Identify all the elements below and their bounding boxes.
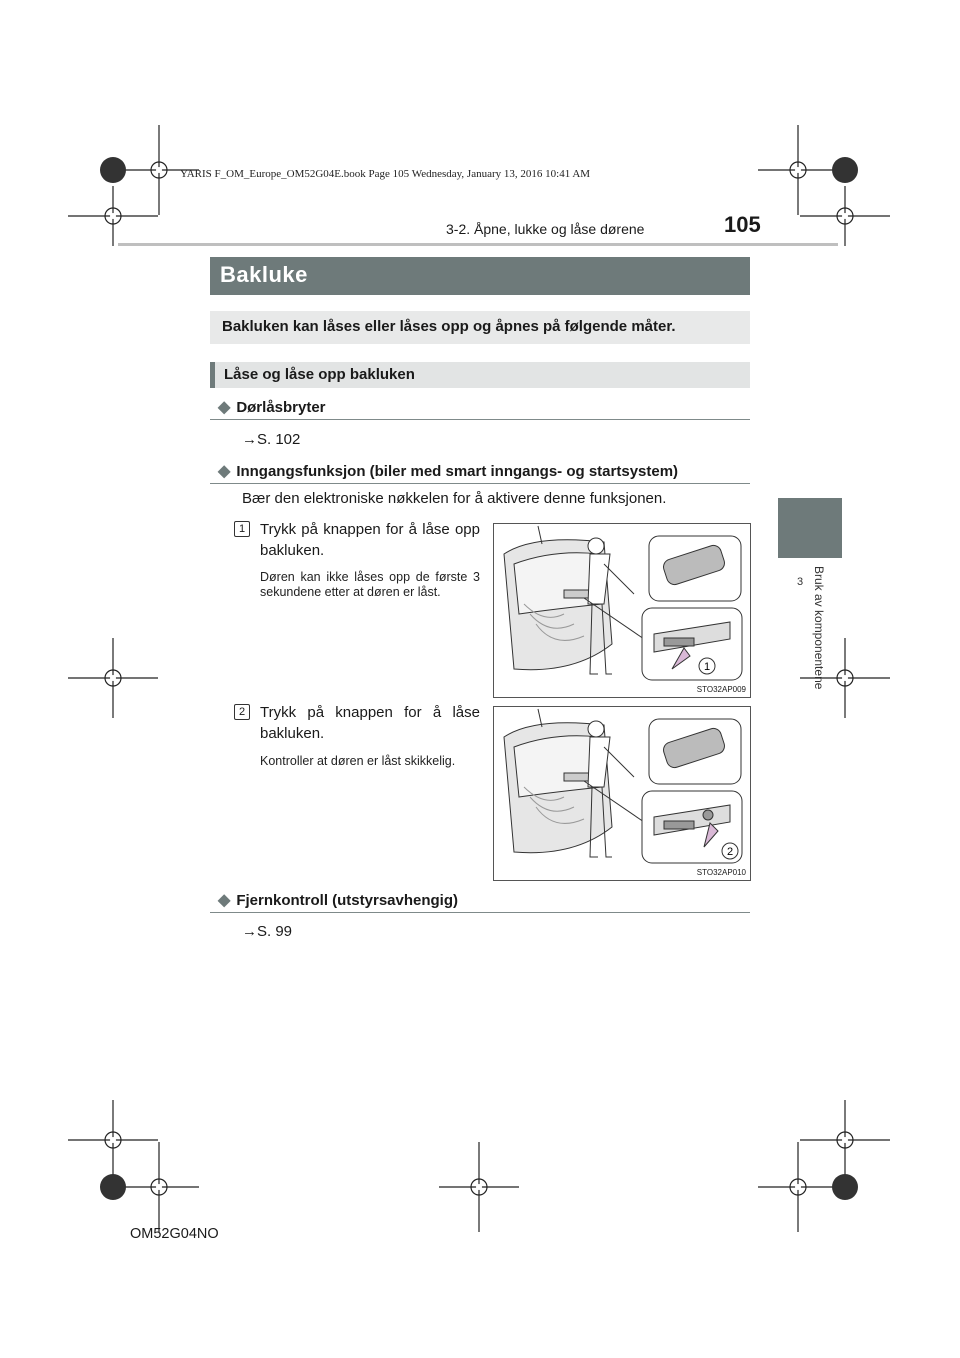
- illustration-unlock: [493, 523, 751, 698]
- item-rule: [210, 419, 750, 420]
- side-tab-label-wrap: [812, 566, 832, 716]
- figure-code-1: STO32AP009: [696, 685, 746, 694]
- header-rule: [118, 243, 838, 246]
- subheading-text: Låse og låse opp bakluken: [224, 366, 415, 383]
- step-note-1: Døren kan ikke låses opp de første 3 sekundene etter at døren er låst.: [260, 570, 480, 599]
- intro-box: [210, 311, 750, 344]
- document-code: OM52G04NO: [130, 1226, 219, 1242]
- illustration-lock: [493, 706, 751, 881]
- step-number-1: 1: [234, 521, 250, 537]
- step-text-1: Trykk på knappen for å låse opp bakluken.: [260, 521, 480, 559]
- side-tab-label: Bruk av komponentene: [812, 566, 826, 690]
- callout-1: [699, 658, 715, 674]
- subheading-bar: [210, 362, 750, 388]
- svg-text:1: 1: [703, 661, 711, 673]
- page-reference-3: →S. 99: [242, 923, 293, 940]
- item-heading-3: ◆ Fjernkontroll (utstyrsavhengig): [218, 892, 459, 909]
- figure-code-2: STO32AP010: [696, 868, 746, 877]
- svg-text:2: 2: [726, 846, 734, 858]
- side-tab-number: 3: [797, 576, 804, 588]
- page-reference-1: →S. 102: [242, 431, 301, 448]
- page-number: 105: [724, 212, 761, 237]
- step-note-2: Kontroller at døren er låst skikkelig.: [260, 754, 456, 768]
- item-rule: [210, 912, 750, 913]
- page-title: Bakluke: [220, 262, 308, 287]
- section-title: 3-2. Åpne, lukke og låse dørene: [446, 221, 645, 237]
- arrow-icon: →: [242, 923, 257, 940]
- item-heading-2: ◆ Inngangsfunksjon (biler med smart inngangs- og startsystem): [218, 463, 679, 480]
- item-body-2: Bær den elektroniske nøkkelen for å aktivere denne funksjonen.: [242, 490, 667, 507]
- callout-2: [722, 843, 738, 859]
- arrow-icon: →: [242, 431, 257, 448]
- item-rule: [210, 483, 750, 484]
- diamond-icon: ◆: [218, 892, 231, 909]
- item-heading-1: ◆ Dørlåsbryter: [218, 399, 326, 416]
- tailgate-lock-illustration: [494, 707, 750, 880]
- subheading-accent: [210, 362, 215, 388]
- step-text-2: Trykk på knappen for å låse bakluken.: [260, 704, 480, 742]
- book-info-line: YARIS F_OM_Europe_OM52G04E.book Page 105 Wednesday, January 13, 2016 10:41 AM: [180, 168, 591, 180]
- diamond-icon: ◆: [218, 463, 231, 480]
- diamond-icon: ◆: [218, 399, 231, 416]
- side-tab-block: [778, 498, 842, 558]
- intro-text: Bakluken kan låses eller låses opp og åpnes på følgende måter.: [222, 318, 676, 335]
- page-title-bar: [210, 257, 750, 295]
- step-number-2: 2: [234, 704, 250, 720]
- tailgate-unlock-illustration: [494, 524, 750, 697]
